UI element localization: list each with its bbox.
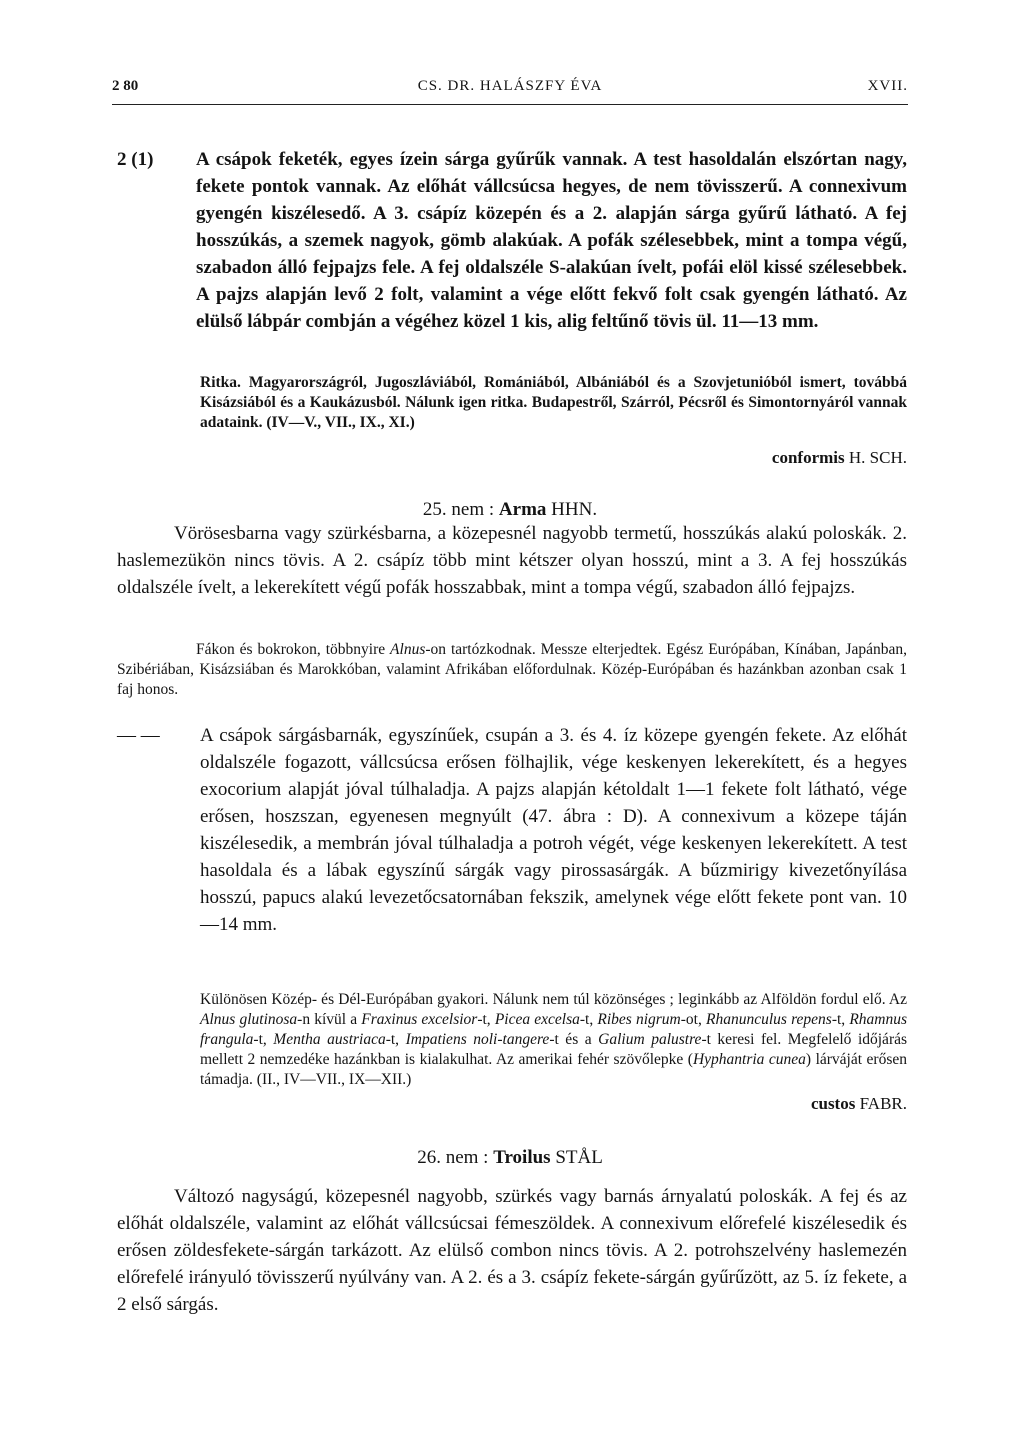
distribution-note-conformis: Ritka. Magyarországról, Jugoszláviából, Romániából, Albániából és a Szovjetunióból ismert, továbbá Kisázsiából és a Kaukázusból. Nálunk igen ritka. Budapestről, Szárról, Pécsről és Simontornyáról vannak adataink. (IV—V., VII., IX., XI.) bbox=[200, 374, 907, 431]
note-italic-taxon: Rhanunculus repens bbox=[706, 1011, 832, 1028]
genus-heading-arma bbox=[112, 498, 908, 522]
note-text: Különösen Közép- és Dél-Európában gyakori. Nálunk nem túl közönséges ; leginkább az Alföldön fordul elő. Az bbox=[200, 991, 907, 1008]
note-text: -t, bbox=[477, 1011, 495, 1028]
species-epithet: conformis bbox=[771, 448, 845, 467]
note-italic-taxon: Ribes nigrum bbox=[597, 1011, 681, 1028]
genus-description-arma bbox=[117, 520, 907, 601]
note-italic-taxon: Fraxinus excelsior bbox=[361, 1011, 478, 1028]
genus-name: Arma bbox=[498, 499, 547, 520]
running-header bbox=[112, 76, 908, 100]
note-text: Fákon és bokrokon, többnyire bbox=[196, 641, 391, 658]
page-number: 2 80 bbox=[112, 78, 139, 94]
note-italic-taxon: Galium palustre bbox=[598, 1031, 702, 1048]
key-entry-2 bbox=[117, 146, 907, 335]
genus-number: 25. nem : bbox=[422, 499, 495, 520]
key-dash: — — bbox=[117, 725, 160, 746]
genus-author: STÅL bbox=[555, 1147, 603, 1168]
note-italic-taxon: Rhamnus frangula bbox=[200, 1011, 908, 1048]
running-author: CS. DR. HALÁSZFY ÉVA bbox=[417, 78, 603, 94]
note-text: -t és a bbox=[549, 1031, 599, 1048]
note-text: -on tartózkodnak. Messze elterjedtek. Egész Európában, Kínában, Japánban, Szibériában, Kisázsiában és Marokkóban, valamint Afrikában előfordulnak. Közép-Európában és hazánkban azonban csak 1 faj honos. bbox=[117, 641, 907, 698]
note-text: -t, bbox=[253, 1031, 274, 1048]
genus-name: Troilus bbox=[493, 1147, 551, 1168]
distribution-note-custos bbox=[200, 990, 907, 1090]
note-text: -t, bbox=[385, 1031, 406, 1048]
note-text: -t keresi fel. Megfelelő időjárás mellett 2 nemzedéke hazánkban is kialakulhat. Az amerikai fehér szövőlepke ( bbox=[200, 1031, 908, 1068]
volume-number: XVII. bbox=[867, 78, 908, 94]
genus-description-troilus bbox=[117, 1183, 907, 1318]
species-epithet: custos bbox=[810, 1094, 856, 1113]
species-author: FABR. bbox=[859, 1094, 907, 1113]
note-text: ) lárváját erősen támadja. (II., IV—VII., IX—XII.) bbox=[200, 1051, 907, 1088]
key-text: A csápok feketék, egyes ízein sárga gyűrűk vannak. A test hasoldalán elszórtan nagy, fekete pontok vannak. Az előhát vállcsúcsa hegyes, de nem tövisszerű. A connexivum gyengén kiszélesedő. A 3. csápíz közepén és a 2. alapján sárga gyűrű látható. A fej hosszúkás, a szemek nagyok, gömb alakúak. A pofák szélesebbek, mint a tompa végű, szabadon álló fejpajzs fele. A fej oldalszéle S-alakúan ívelt, pofái elöl kissé szélesebbek. A pajzs alapján levő 2 folt, valamint a vége előtt fekvő folt csak gyengén látható. Az elülső lábpár combján a végéhez közel 1 kis, alig feltűnő tövis ül. 11—13 mm. bbox=[196, 149, 907, 332]
note-italic-taxon: Picea excelsa bbox=[494, 1011, 580, 1028]
species-author: H. SCH. bbox=[848, 448, 907, 467]
key-number: 2 (1) bbox=[117, 149, 154, 170]
genus-note-arma bbox=[117, 640, 907, 700]
note-italic-taxon: Hyphantria cunea bbox=[692, 1051, 806, 1068]
note-text: -t, bbox=[579, 1011, 598, 1028]
genus-description-text: Vörösesbarna vagy szürkésbarna, a közepesnél nagyobb termetű, hosszúkás alakú poloskák. 2. haslemezükön nincs tövis. A 2. csápíz több mint kétszer olyan hosszú, mint a 3. A fej hosszúkás oldalszéle ívelt, a lekerekített végű pofák hosszabbak, mint a tompa végű, szabadon álló fejpajzs. bbox=[117, 523, 907, 598]
note-italic-taxon: Impatiens noli-tangere bbox=[405, 1031, 550, 1048]
key-entry-dash bbox=[117, 722, 907, 938]
genus-number: 26. nem : bbox=[417, 1147, 489, 1168]
species-name-custos bbox=[811, 1093, 907, 1115]
species-name-conformis bbox=[772, 447, 907, 469]
genus-description-text: Változó nagyságú, közepesnél nagyobb, szürkés vagy barnás árnyalatú poloskák. A fej és az előhát oldalszéle, valamint az előhát vállcsúcsai fémeszöldek. A connexivum előrefelé kiszélesedik és erősen zöldesfekete-sárgán tarkázott. Az elülső combon nincs tövis. A 2. potrohszelvény haslemezén előrefelé irányuló tövisszerű nyúlvány van. A 2. és a 3. csápíz fekete-sárgán gyűrűzött, az 5. íz fekete, a 2 első sárgás. bbox=[117, 1186, 907, 1315]
note-italic-taxon: Alnus bbox=[390, 641, 426, 658]
note-italic-taxon: Alnus glutinosa bbox=[200, 1011, 298, 1028]
genus-heading-troilus bbox=[112, 1146, 908, 1170]
note-text: -n kívül a bbox=[297, 1011, 362, 1028]
key-text: A csápok sárgásbarnák, egyszínűek, csupán a 3. és 4. íz közepe gyengén fekete. Az előhát oldalszéle fogazott, vállcsúcsa erősen fölhajlik, vége keskenyen lekerekített, és a hegyes exocorium alapját jóval túlhaladja. A pajzs alapján kétoldalt 1—1 fekete folt látható, vége erősen, hoszszan, egyenesen megnyúlt (47. ábra : D). A connexivum a közepe táján kiszélesedik, a membrán jóval túlhaladja a potroh végét, vége keskenyen lekerekített. A test hasoldala és a lábak egyszínű sárgák vagy pirossasárgák. A bűzmirigy kivezetőnyílása hosszú, papucs alakú levezetőcsatornában fekszik, amelynek vége előtt fekete pont van. 10—14 mm. bbox=[200, 725, 907, 935]
genus-author: HHN. bbox=[551, 499, 598, 520]
note-text: -t, bbox=[831, 1011, 850, 1028]
note-italic-taxon: Mentha austriaca bbox=[273, 1031, 386, 1048]
header-rule bbox=[112, 104, 908, 105]
note-text: -ot, bbox=[680, 1011, 706, 1028]
